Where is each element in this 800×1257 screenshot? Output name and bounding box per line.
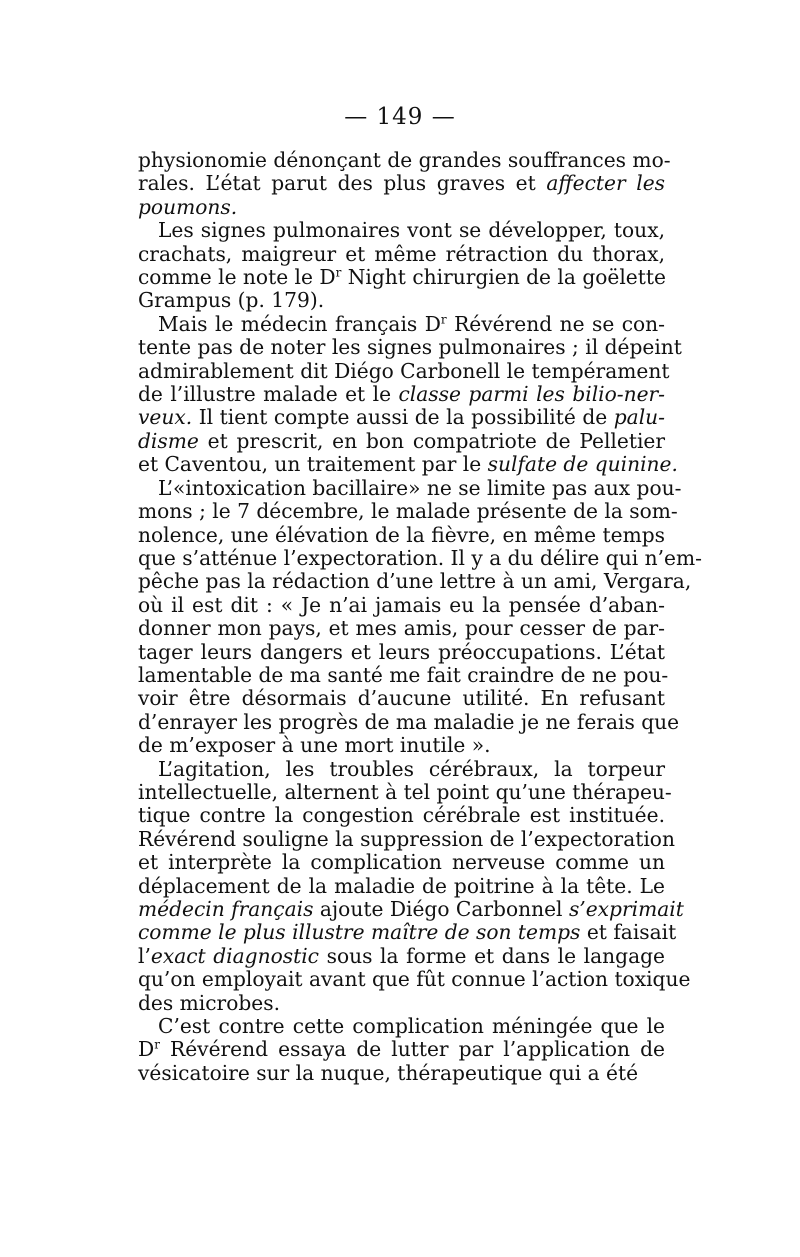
- text-run: de l’illustre malade et le: [138, 382, 399, 407]
- italic-run: médecin français: [138, 897, 314, 921]
- text-run: pêche pas la rédaction d’une lettre à un ami, Vergara,: [138, 569, 692, 594]
- text-line: [138, 758, 665, 781]
- text-run: et faisait: [580, 920, 677, 945]
- text-run: Révérend souligne la suppression de l’expectoration: [138, 826, 675, 851]
- text-line: [138, 452, 678, 477]
- text-run: Les signes pulmonaires vont se développer, toux,: [158, 218, 665, 243]
- text-run: comme le note le D: [138, 265, 336, 290]
- text-line: [138, 313, 665, 336]
- superscript: r: [440, 312, 447, 327]
- text-line: [138, 196, 665, 219]
- italic-run: palu-: [613, 405, 665, 430]
- text-run: où il est dit : « Je n’ai jamais eu la pensée d’aban-: [138, 592, 665, 617]
- text-line: [138, 172, 665, 195]
- italic-run: s’exprimait: [568, 897, 684, 921]
- text-run: Grampus (p. 179).: [138, 288, 325, 313]
- text-run: et Caventou, un traitement par le: [138, 452, 488, 477]
- text-line: [138, 243, 665, 266]
- superscript: r: [154, 1037, 160, 1052]
- text-line: [138, 594, 665, 617]
- text-run: l’: [138, 943, 151, 968]
- text-line: [138, 851, 665, 874]
- text-run: crachats, maigreur et même rétraction du thorax,: [138, 241, 665, 266]
- text-line: [138, 406, 665, 429]
- text-run: tente pas de noter les signes pulmonaires ; il dépeint: [138, 335, 682, 360]
- text-line: [138, 266, 665, 289]
- text-line: [138, 779, 672, 804]
- text-line: [138, 219, 665, 242]
- text-line: [138, 709, 680, 734]
- text-line: [138, 1015, 665, 1038]
- text-line: [138, 1062, 665, 1085]
- text-run: tique contre la congestion cérébrale est instituée.: [138, 803, 665, 828]
- text-line: [138, 687, 665, 710]
- text-line: [138, 617, 665, 640]
- text-run: Night chirurgien de la goëlette: [341, 265, 666, 290]
- text-run: mons ; le 7 décembre, le malade présente de la som-: [138, 499, 678, 524]
- text-run: vésicatoire sur la nuque, thérapeutique qui a été: [138, 1060, 639, 1085]
- text-run: ajoute Diégo Carbonnel: [313, 897, 569, 921]
- text-line: [138, 734, 665, 757]
- italic-run: veux.: [138, 405, 193, 430]
- text-run: Révérend ne se con-: [446, 311, 665, 336]
- superscript: r: [335, 265, 342, 280]
- text-line: [138, 967, 691, 992]
- text-line: [138, 662, 669, 687]
- text-run: D: [138, 1037, 155, 1062]
- text-run: voir être désormais d’aucune utilité. En refusant: [138, 686, 665, 711]
- text-line: [138, 804, 665, 827]
- text-run: qu’on employait avant que fût connue l’action toxique: [138, 967, 691, 992]
- text-line: [138, 289, 665, 312]
- page-number: — 149 —: [344, 104, 456, 130]
- italic-run: classe parmi les bilio-ner-: [398, 382, 666, 407]
- text-line: [138, 1038, 665, 1061]
- text-line: [138, 430, 665, 453]
- text-line: [138, 569, 692, 594]
- text-run: des microbes.: [138, 990, 281, 1015]
- text-line: [138, 358, 670, 383]
- text-line: [138, 499, 678, 524]
- text-run: Révérend essaya de lutter par l’application de: [159, 1037, 665, 1062]
- text-line: [138, 545, 702, 570]
- italic-run: sulfate de quinine.: [487, 452, 678, 477]
- italic-run: exact diagnostic: [150, 943, 319, 968]
- text-line: [138, 641, 665, 664]
- text-line: [138, 826, 675, 851]
- text-run: d’enrayer les progrès de ma maladie je ne ferais que: [138, 709, 680, 734]
- text-line: [138, 897, 684, 921]
- body-text: [138, 148, 702, 1085]
- italic-run: comme le plus illustre maître de son temps: [138, 920, 581, 945]
- text-run: rales. L’état parut des plus graves et: [138, 171, 547, 196]
- text-run: de m’exposer à une mort inutile ».: [138, 733, 491, 758]
- text-run: et prescrit, en bon compatriote de Pelletier: [198, 428, 665, 453]
- text-run: Mais le médecin français D: [158, 311, 441, 336]
- text-line: [138, 148, 671, 172]
- text-run: déplacement de la maladie de poitrine à la tête. Le: [138, 873, 665, 898]
- text-run: intellectuelle, alternent à tel point qu’une thérapeu-: [138, 779, 672, 804]
- text-run: admirablement dit Diégo Carbonell le tempérament: [138, 358, 670, 383]
- text-line: [138, 475, 682, 500]
- text-run: lamentable de ma santé me fait craindre de ne pou-: [138, 662, 669, 687]
- text-line: [138, 875, 665, 898]
- text-run: que s’atténue l’expectoration. Il y a du délire qui n’em-: [138, 545, 702, 570]
- text-run: tager leurs dangers et leurs préoccupations. L’état: [138, 639, 665, 664]
- italic-run: affecter les: [546, 171, 666, 196]
- text-line: [138, 383, 665, 406]
- text-run: donner mon pays, et mes amis, pour cesser de par-: [138, 616, 665, 641]
- italic-run: disme: [138, 428, 199, 453]
- text-run: nolence, une élévation de la fièvre, en même temps: [138, 522, 665, 547]
- text-run: physionomie dénonçant de grandes souffrances mo-: [138, 148, 671, 172]
- italic-run: poumons.: [138, 194, 238, 219]
- text-run: sous la forme et dans le langage: [318, 943, 665, 968]
- text-line: [138, 335, 682, 360]
- text-line: [138, 992, 665, 1015]
- text-run: L’«intoxication bacillaire» ne se limite pas aux pou-: [158, 475, 682, 500]
- text-run: C’est contre cette complication méningée que le: [158, 1014, 665, 1039]
- text-line: [138, 524, 665, 547]
- text-run: Il tient compte aussi de la possibilité de: [192, 405, 614, 430]
- text-run: L’agitation, les troubles cérébraux, la torpeur: [158, 756, 665, 781]
- text-line: [138, 945, 665, 968]
- text-run: et interprète la complication nerveuse comme un: [138, 850, 665, 875]
- text-line: [138, 920, 677, 945]
